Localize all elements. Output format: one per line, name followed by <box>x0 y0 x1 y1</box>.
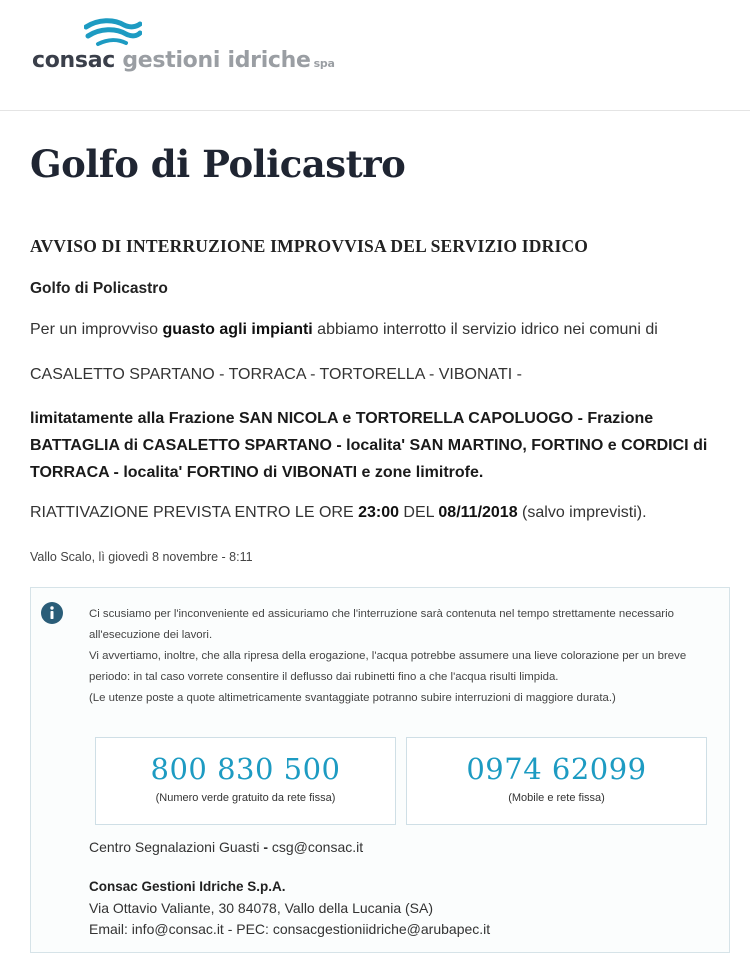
company-name: Consac Gestioni Idriche S.p.A. <box>89 879 286 894</box>
toll-free-caption: (Numero verde gratuito da rete fissa) <box>155 792 336 804</box>
company-email-link[interactable]: Email: info@consac.it - PEC: consacgestioniidriche@arubapec.it <box>89 921 491 937</box>
header <box>0 0 750 111</box>
logo-brand: consac <box>32 48 115 73</box>
notice-title: AVVISO DI INTERRUZIONE IMPROVVISA DEL SERVIZIO IDRICO <box>30 236 589 256</box>
logo-rest: gestioni idriche <box>122 48 311 73</box>
company-address: Via Ottavio Valiante, 30 84078, Vallo della Lucania (SA) <box>89 900 433 916</box>
info-line: (Le utenze poste a quote altimetricamente svantaggiate potranno subire interruzioni di maggiore durata.) <box>89 692 616 704</box>
info-box <box>30 587 730 953</box>
logo-suffix: spa <box>313 57 335 70</box>
reactivation-time: 23:00 <box>358 504 399 521</box>
logo-wordmark <box>32 48 335 73</box>
reactivation-text: RIATTIVAZIONE PREVISTA ENTRO LE ORE <box>30 504 359 521</box>
fault-report-line <box>89 839 363 855</box>
intro-text-after: abbiamo interrotto il servizio idrico nei comuni di <box>312 321 658 338</box>
info-icon <box>41 602 63 624</box>
intro-paragraph <box>30 321 658 339</box>
affected-areas: limitatamente alla Frazione SAN NICOLA e TORTORELLA CAPOLUOGO - Frazione BATTAGLIA di CASALETTO SPARTANO - localita' SAN MARTINO, FORTINO e CORDICI di TORRACA - localita' FORTINO di VIBONATI e zone limitrofe. <box>30 410 708 481</box>
info-line: Ci scusiamo per l'inconveniente ed assicuriamo che l'interruzione sarà contenuta nel tempo strettamente necessario <box>89 608 674 620</box>
reactivation-notice <box>30 504 647 522</box>
info-line: periodo: in tal caso vorrete consentire il deflusso dai rubinetti fino a che l'acqua risulti limpida. <box>89 671 559 683</box>
reactivation-mid: DEL <box>398 504 439 521</box>
info-line: Vi avvertiamo, inoltre, che alla ripresa della erogazione, l'acqua potrebbe assumere una lieve colorazione per un breve <box>89 650 687 662</box>
waves-logo-icon <box>84 18 142 48</box>
mobile-caption: (Mobile e rete fissa) <box>508 792 605 804</box>
info-text <box>89 604 719 709</box>
fault-report-separator: - <box>259 839 272 855</box>
info-line: all'esecuzione dei lavori. <box>89 629 213 641</box>
reactivation-after: (salvo imprevisti). <box>517 504 647 521</box>
page-title: Golfo di Policastro <box>30 142 406 186</box>
mobile-number[interactable]: 0974 62099 <box>466 752 647 786</box>
fault-report-label: Centro Segnalazioni Guasti <box>89 839 260 855</box>
fault-report-email-link[interactable]: csg@consac.it <box>271 839 364 855</box>
reactivation-date: 08/11/2018 <box>438 504 518 521</box>
municipalities-list: CASALETTO SPARTANO - TORRACA - TORTORELLA - VIBONATI - <box>30 366 522 383</box>
company-logo[interactable] <box>32 18 352 88</box>
intro-text-bold: guasto agli impianti <box>162 321 313 338</box>
toll-free-number[interactable]: 800 830 500 <box>150 752 341 786</box>
mobile-number-box[interactable] <box>406 737 707 825</box>
subhead: Golfo di Policastro <box>30 280 168 297</box>
dateline: Vallo Scalo, lì giovedì 8 novembre - 8:11 <box>30 550 253 564</box>
intro-text-before: Per un improvviso <box>30 321 163 338</box>
toll-free-number-box[interactable] <box>95 737 396 825</box>
